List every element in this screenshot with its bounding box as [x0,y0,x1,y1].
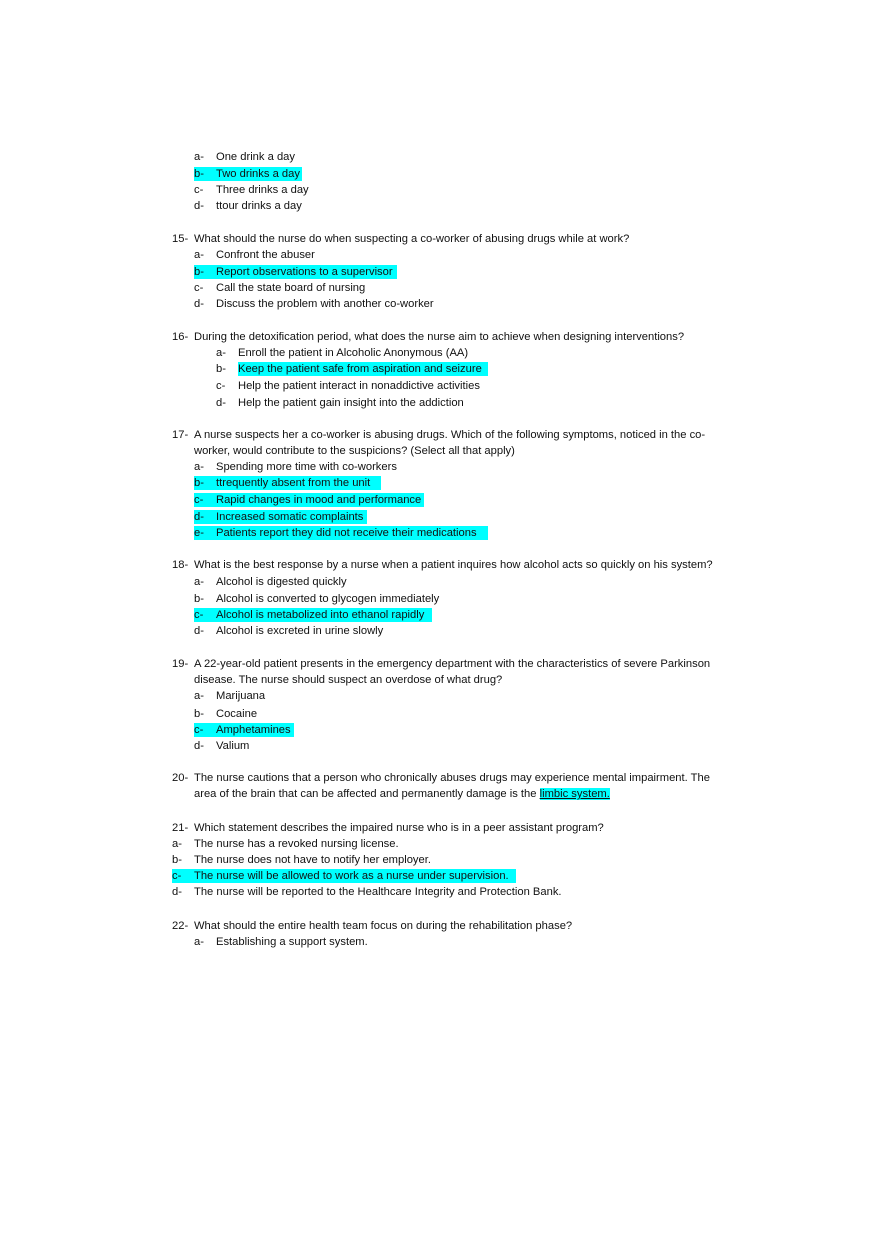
option-marker: b- [216,363,226,375]
option-marker: a- [194,576,204,588]
option-marker: d- [194,298,204,310]
option-text: Help the patient gain insight into the addiction [238,397,464,409]
option-marker: d- [216,397,226,409]
option-marker: b- [172,854,182,866]
option-marker: d- [172,886,182,898]
question-text: area of the brain that can be affected and permanently damage is the [194,788,540,800]
option-text: Spending more time with co-workers [216,461,397,473]
option-marker: c- [194,724,204,736]
option-text: Confront the abuser [216,249,315,261]
option-marker: b- [194,168,204,180]
option-text: Amphetamines [216,724,291,736]
answer-highlight: limbic system. [539,788,610,800]
option-marker: b- [194,708,204,720]
q17-option-b-answer [194,476,381,490]
option-text: The nurse will be allowed to work as a nurse under supervision. [194,870,509,882]
question-text: A nurse suspects her a co-worker is abusing drugs. Which of the following symptoms, noticed in the co- [194,429,706,441]
q15-option-b-answer [194,265,397,279]
option-marker: a- [194,151,204,163]
option-marker: c- [194,494,204,506]
q21-option-c-answer [172,869,516,883]
q14-option-b-answer [194,167,302,181]
question-text: What should the nurse do when suspecting a co-worker of abusing drugs while at work? [194,233,630,245]
question-number: 21- [172,822,189,834]
question-number: 15- [172,233,189,245]
question-text: What should the entire health team focus on during the rehabilitation phase? [194,920,573,932]
option-text: Alcohol is converted to glycogen immediately [216,593,440,605]
question-number: 16- [172,331,189,343]
option-text: Alcohol is metabolized into ethanol rapidly [216,609,425,621]
q20-question-line2 [194,787,610,801]
option-marker: c- [172,870,182,882]
option-text: Three drinks a day [216,184,309,196]
option-marker: a- [172,838,182,850]
option-text: Report observations to a supervisor [216,266,393,278]
option-marker: b- [194,266,204,278]
question-number: 18- [172,559,189,571]
question-number: 17- [172,429,189,441]
option-marker: c- [194,184,204,196]
option-marker: a- [194,461,204,473]
question-number: 22- [172,920,189,932]
q17-option-d-answer [194,510,367,524]
option-text: The nurse will be reported to the Healthcare Integrity and Protection Bank. [194,886,562,898]
option-marker: c- [194,282,204,294]
option-text: Enroll the patient in Alcoholic Anonymous (AA) [238,347,469,359]
option-marker: d- [194,740,204,752]
question-text: Which statement describes the impaired nurse who is in a peer assistant program? [194,822,604,834]
option-text: Valium [216,740,250,752]
option-text: One drink a day [216,151,295,163]
q17-option-c-answer [194,493,424,507]
option-text: Call the state board of nursing [216,282,366,294]
option-text: Help the patient interact in nonaddictive activities [238,380,480,392]
option-text: Rapid changes in mood and performance [216,494,422,506]
question-text: During the detoxification period, what does the nurse aim to achieve when designing interventions? [194,331,685,343]
option-marker: c- [194,609,204,621]
option-marker: d- [194,511,204,523]
option-marker: e- [194,527,204,539]
question-text: worker, would contribute to the suspicions? (Select all that apply) [194,445,515,457]
option-text: Alcohol is excreted in urine slowly [216,625,384,637]
question-number: 19- [172,658,189,670]
option-marker: b- [194,477,204,489]
question-number: 20- [172,772,189,784]
question-text: The nurse cautions that a person who chronically abuses drugs may experience mental impairment. The [194,772,710,784]
option-text: Discuss the problem with another co-worker [216,298,434,310]
option-text: The nurse does not have to notify her employer. [194,854,431,866]
option-text: Cocaine [216,708,258,720]
option-marker: d- [194,625,204,637]
option-text: Patients report they did not receive their medications [216,527,477,539]
option-marker: a- [216,347,226,359]
option-marker: a- [194,249,204,261]
option-marker: b- [194,593,204,605]
option-marker: d- [194,200,204,212]
option-text: Keep the patient safe from aspiration and seizure [238,362,488,376]
option-marker: a- [194,936,204,948]
option-text: Increased somatic complaints [216,511,364,523]
option-text: The nurse has a revoked nursing license. [194,838,399,850]
q18-option-c-answer [194,608,432,622]
q17-option-e-answer [194,526,488,540]
question-text: What is the best response by a nurse when a patient inquires how alcohol acts so quickly on his system? [194,559,713,571]
option-text: Two drinks a day [216,168,300,180]
question-text: disease. The nurse should suspect an overdose of what drug? [194,674,503,686]
option-marker: c- [216,380,226,392]
option-marker: a- [194,690,204,702]
question-text: A 22-year-old patient presents in the emergency department with the characteristics of severe Parkinson [194,658,711,670]
q19-option-c-answer [194,723,294,737]
option-text: ttour drinks a day [216,200,302,212]
option-text: Marijuana [216,690,266,702]
option-text: ttrequently absent from the unit [216,477,371,489]
option-text: Establishing a support system. [216,936,368,948]
option-text: Alcohol is digested quickly [216,576,347,588]
